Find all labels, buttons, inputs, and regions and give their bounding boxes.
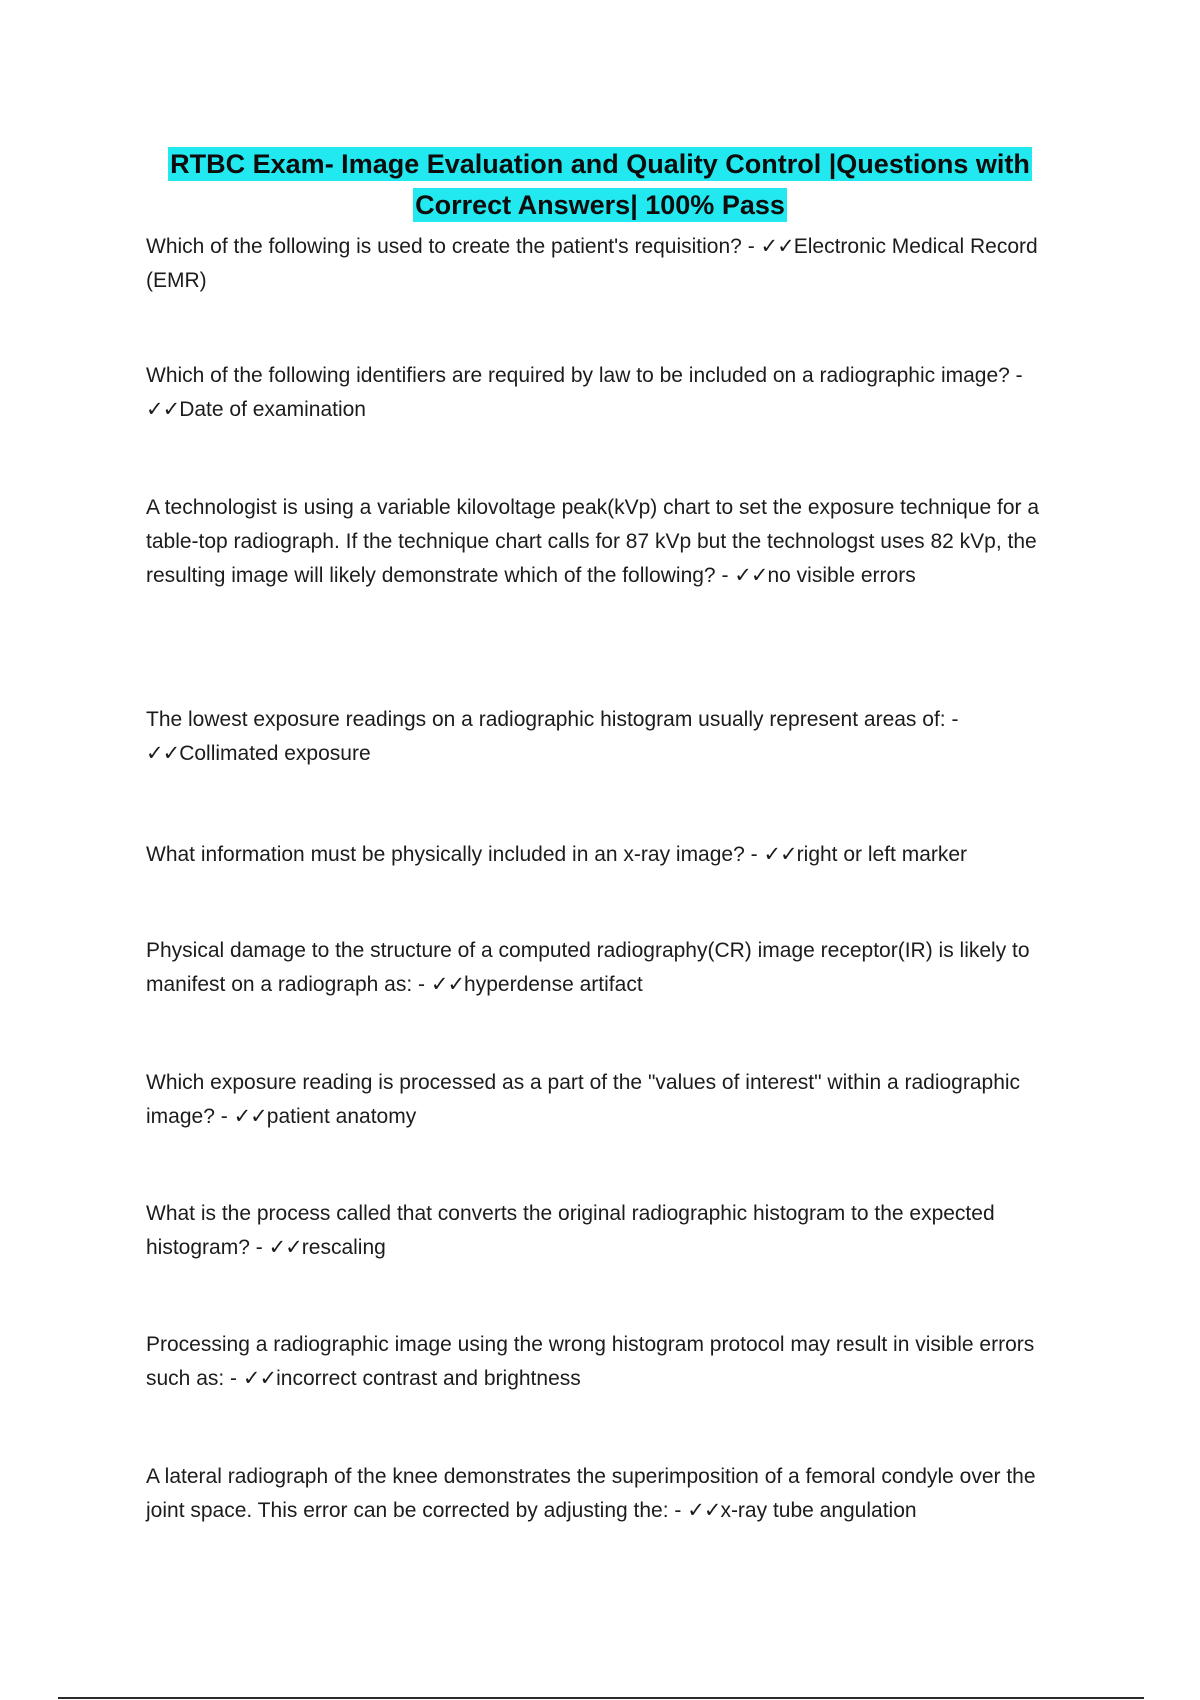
answer-text: x-ray tube angulation [720, 1499, 917, 1522]
check-icon: ✓✓ [268, 1236, 302, 1259]
qa-item [146, 934, 1066, 1002]
separator: - [945, 708, 959, 731]
check-icon: ✓✓ [146, 742, 180, 765]
qa-item [146, 838, 1066, 872]
check-icon: ✓✓ [760, 235, 794, 258]
check-icon: ✓✓ [146, 398, 180, 421]
qa-item [146, 1328, 1066, 1396]
check-icon: ✓✓ [763, 843, 797, 866]
qa-item [146, 230, 1066, 298]
qa-item [146, 359, 1066, 427]
separator: - [715, 564, 735, 587]
check-icon: ✓✓ [734, 564, 768, 587]
separator: - [668, 1499, 688, 1522]
separator: - [214, 1105, 234, 1128]
qa-item [146, 703, 1066, 771]
question-text: What is the process called that converts the original radiographic histogram to the expected histogram? [146, 1202, 995, 1259]
question-text: Which of the following identifiers are required by law to be included on a radiographic image? [146, 364, 1010, 387]
question-text: The lowest exposure readings on a radiographic histogram usually represent areas of: [146, 708, 946, 731]
answer-text: Date of examination [179, 398, 366, 421]
check-icon: ✓✓ [430, 973, 465, 996]
answer-text: Collimated exposure [179, 742, 371, 765]
question-text: A lateral radiograph of the knee demonstrates the superimposition of a femoral condyle over the joint space. This error can be corrected by adjusting the: [146, 1465, 1036, 1522]
separator: - [249, 1236, 269, 1259]
answer-text: no visible errors [767, 564, 916, 587]
separator: - [1009, 364, 1023, 387]
question-text: A technologist is using a variable kilovoltage peak(kVp) chart to set the exposure technique for a table-top radiograph. If the technique chart calls for 87 kVp but the technologst uses 82 kVp, the resulting image will likely demonstrate which of the following? [146, 496, 1040, 587]
separator: - [741, 235, 761, 258]
check-icon: ✓✓ [242, 1367, 277, 1390]
separator: - [412, 973, 431, 996]
footer-divider [58, 1697, 1144, 1699]
qa-item [146, 1066, 1066, 1134]
answer-text: right or left marker [796, 843, 968, 866]
question-text: What information must be physically included in an x-ray image? [146, 843, 745, 866]
check-icon: ✓✓ [687, 1499, 721, 1522]
separator: - [744, 843, 764, 866]
qa-item [146, 1197, 1066, 1265]
answer-text: patient anatomy [266, 1105, 417, 1128]
separator: - [224, 1367, 243, 1390]
question-text: Processing a radiographic image using the wrong histogram protocol may result in visible errors such as: [146, 1333, 1035, 1390]
answer-text: hyperdense artifact [464, 973, 643, 996]
question-text: Physical damage to the structure of a computed radiography(CR) image receptor(IR) is likely to manifest on a radiograph as: [146, 939, 1030, 996]
question-text: Which exposure reading is processed as a part of the "values of interest" within a radiographic image? [146, 1071, 1021, 1128]
qa-item [146, 1460, 1066, 1528]
page-title [120, 144, 1080, 226]
question-text: Which of the following is used to create the patient's requisition? [146, 235, 742, 258]
check-icon: ✓✓ [233, 1105, 267, 1128]
title-line-1: RTBC Exam- Image Evaluation and Quality Control |Questions with [170, 149, 1030, 179]
answer-text: rescaling [301, 1236, 386, 1259]
title-line-2: Correct Answers| 100% Pass [415, 190, 785, 220]
answer-text: Electronic Medical Record (EMR) [146, 235, 1038, 292]
answer-text: incorrect contrast and brightness [276, 1367, 581, 1390]
qa-item [146, 491, 1066, 593]
